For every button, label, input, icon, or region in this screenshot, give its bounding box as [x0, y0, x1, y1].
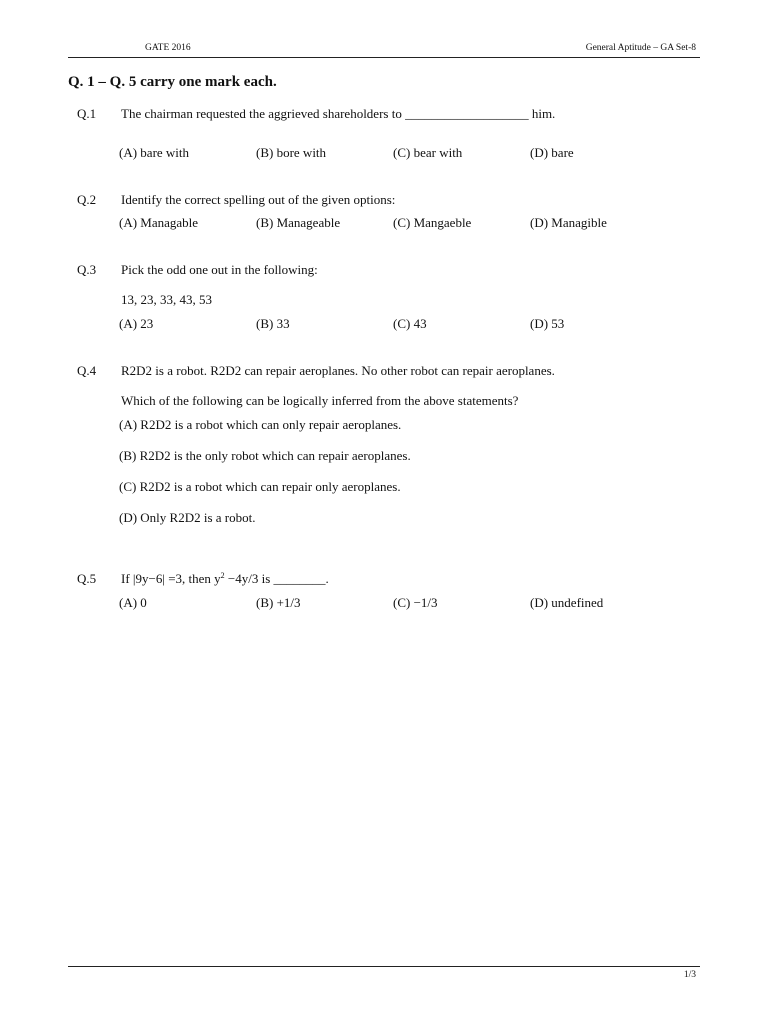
number-sequence: 13, 23, 33, 43, 53 [121, 292, 212, 307]
question-text: The chairman requested the aggrieved shareholders to ___________________ him. [121, 106, 556, 121]
question-number: Q.5 [77, 571, 97, 586]
option-d: (D) Only R2D2 is a robot. [119, 510, 256, 525]
question-text: R2D2 is a robot. R2D2 can repair aeroplanes. No other robot can repair aeroplanes. [121, 363, 555, 378]
question-number: Q.4 [77, 363, 97, 378]
header-paper-set: General Aptitude – GA Set-8 [585, 43, 696, 53]
option-a: (A) 23 [119, 316, 154, 331]
exponent: 2 [220, 571, 225, 580]
footer-rule [68, 966, 700, 967]
header-exam-name: GATE 2016 [145, 43, 191, 53]
option-a: (A) Managable [119, 215, 199, 230]
question-number: Q.3 [77, 262, 97, 277]
question-text: Pick the odd one out in the following: [121, 262, 318, 277]
question-number: Q.1 [77, 106, 97, 121]
page-number: 1/3 [683, 970, 696, 980]
header-rule [68, 57, 700, 58]
option-b: (B) bore with [256, 145, 327, 160]
option-b: (B) +1/3 [256, 595, 301, 610]
option-a: (A) bare with [119, 145, 190, 160]
option-b: (B) R2D2 is the only robot which can repair aeroplanes. [119, 448, 411, 463]
option-b: (B) Manageable [256, 215, 341, 230]
section-title: Q. 1 – Q. 5 carry one mark each. [68, 74, 277, 90]
equation-tail: −4y/3 is ________. [224, 571, 329, 586]
equation-part: If |9y−6| =3, then y [121, 571, 221, 586]
option-a: (A) 0 [119, 595, 147, 610]
option-c: (C) bear with [393, 145, 463, 160]
question-text: Identify the correct spelling out of the given options: [121, 192, 396, 207]
option-c: (C) Mangaeble [393, 215, 472, 230]
question-prompt: Which of the following can be logically inferred from the above statements? [121, 393, 519, 408]
option-d: (D) Managible [530, 215, 607, 230]
option-c: (C) 43 [393, 316, 427, 331]
option-b: (B) 33 [256, 316, 290, 331]
option-d: (D) undefined [530, 595, 604, 610]
option-c: (C) −1/3 [393, 595, 438, 610]
question-number: Q.2 [77, 192, 97, 207]
option-a: (A) R2D2 is a robot which can only repair aeroplanes. [119, 417, 402, 432]
option-d: (D) 53 [530, 316, 565, 331]
option-c: (C) R2D2 is a robot which can repair only aeroplanes. [119, 479, 401, 494]
option-d: (D) bare [530, 145, 574, 160]
question-text [121, 571, 329, 587]
